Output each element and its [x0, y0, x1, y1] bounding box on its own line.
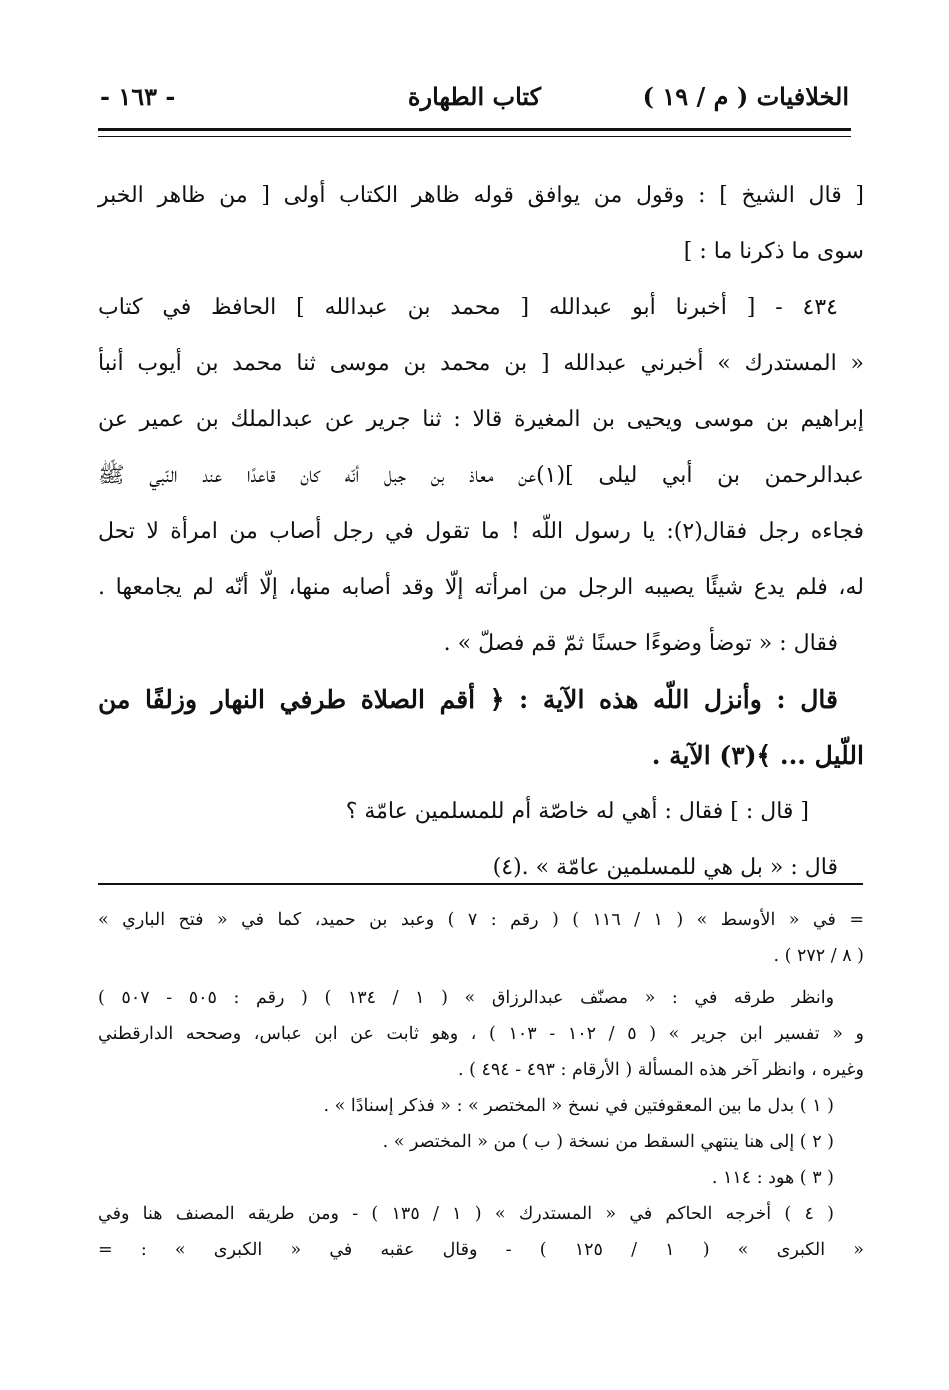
running-title: الخلافيات ( م / ١٩ ) [642, 82, 849, 111]
quran-verse-line: قال : وأنزل اللّه هذه الآية : ﴿ أقم الصلاة طرفي النهار وزلفًا من [98, 685, 838, 714]
page-number: - ١٦٣ - [100, 82, 176, 111]
text-line: « المستدرك » أخبرني عبدالله [ بن محمد بن موسى ثنا محمد بن أيوب أنبأ [98, 351, 864, 376]
text-line: عبدالرحمن بن أبي ليلى ](١)عن معاذ بن جبل أنّه كان قاعدًا عند النّبي ﷺ [98, 463, 864, 488]
text-line: قال : « بل هي للمسلمين عامّة » .(٤) [492, 855, 838, 880]
text-line: فقال : « توضأ وضوءًا حسنًا ثمّ قم فصلّ » . [443, 631, 838, 656]
text-line: ٤٣٤ - [ أخبرنا أبو عبدالله [ محمد بن عبدالله ] الحافظ في كتاب [98, 295, 838, 320]
footnote-3: ( ٣ ) هود : ١١٤ . [711, 1168, 834, 1188]
footnote-line: وغيره ، وانظر آخر هذه المسألة ( الأرقام : ٤٩٣ - ٤٩٤ ) . [457, 1060, 864, 1080]
text-line: سوى ما ذكرنا ما : ] [683, 239, 864, 264]
text-line: إبراهيم بن موسى ويحيى بن المغيرة قالا : ثنا جرير عن عبدالملك بن عمير عن [98, 407, 864, 432]
footnote-line: وانظر طرقه في : « مصنّف عبدالرزاق » ( ١ / ١٣٤ ) ( رقم : ٥٠٥ - ٥٠٧ ) [98, 988, 835, 1008]
text-line: فجاءه رجل فقال(٢): يا رسول اللّه ! ما تقول في رجل أصاب من امرأة لا تحل [98, 519, 864, 544]
text-line: [ قال : ] فقال : أهي له خاصّة أم للمسلمين عامّة ؟ [345, 799, 809, 824]
page-header [100, 82, 849, 122]
text-line: [ قال الشيخ ] : وقول من يوافق قوله ظاهر الكتاب أولى [ من ظاهر الخبر [98, 183, 864, 208]
footnote-1: ( ١ ) بدل ما بين المعقوفتين في نسخ « المختصر » : « فذكر إسنادًا » . [323, 1096, 834, 1116]
quran-verse-line: اللّيل ... ﴾(٣) الآية . [651, 741, 864, 770]
footnotes [98, 902, 864, 1268]
footnote-line: و « تفسير ابن جرير » ( ٥ / ١٠٢ - ١٠٣ ) ، وهو ثابت عن ابن عباس، وصححه الدارقطني [98, 1024, 864, 1044]
chapter-title: كتاب الطهارة [407, 82, 542, 111]
header-rule-thick [98, 128, 851, 131]
footnote-separator [98, 883, 863, 885]
footnote-2: ( ٢ ) إلى هنا ينتهي السقط من نسخة ( ب ) من « المختصر » . [382, 1132, 834, 1152]
header-rule-thin [98, 136, 851, 137]
footnote-line: = في « الأوسط » ( ١ / ١١٦ ) ( رقم : ٧ ) وعبد بن حميد، كما في « فتح الباري » [98, 910, 864, 930]
footnote-line: ( ٨ / ٢٧٢ ) . [773, 946, 864, 966]
text-line: له، فلم يدع شيئًا يصيبه الرجل من امرأته إلّا وقد أصابه منها، إلّا أنّه لم يجامعها . [98, 575, 864, 600]
footnote-line: « الكبرى » ( ١ / ١٢٥ ) - وقال عقبه في « الكبرى » : = [98, 1240, 865, 1260]
main-text [98, 168, 864, 896]
footnote-4: ( ٤ ) أخرجه الحاكم في « المستدرك » ( ١ / ١٣٥ ) - ومن طريقه المصنف هنا وفي [98, 1204, 834, 1224]
